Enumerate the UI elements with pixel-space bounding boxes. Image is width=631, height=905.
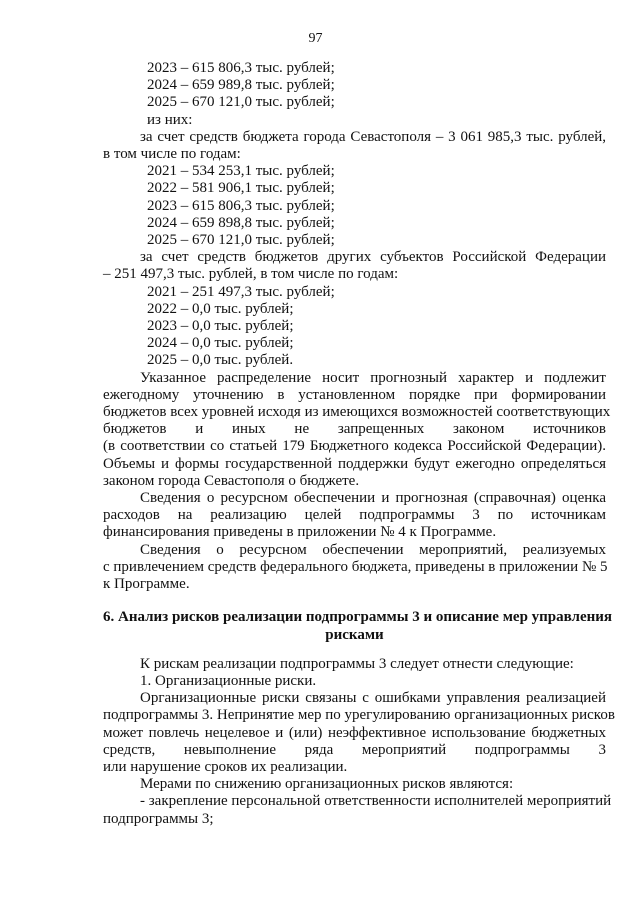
federal-paragraph-line: с привлечением средств федерального бюджета, приведены в приложении № 5	[103, 558, 608, 575]
section-heading-line: рисками	[325, 626, 384, 643]
measures-intro: Мерами по снижению организационных рисков являются:	[140, 776, 514, 793]
forecast-paragraph-line: законом города Севастополя о бюджете.	[103, 472, 360, 489]
federal-paragraph-line: к Программе.	[103, 576, 190, 593]
budget-year-line: 2024 – 659 989,8 тыс. рублей;	[147, 77, 335, 94]
measure-item-line: - закрепление персональной ответственности исполнителей мероприятий	[140, 793, 612, 810]
city-budget-year: 2021 – 534 253,1 тыс. рублей;	[147, 163, 335, 180]
forecast-paragraph-line: Объемы и формы государственной поддержки будут ежегодно определяться	[103, 455, 606, 472]
document-body	[103, 60, 615, 828]
org-risks-paragraph-line: может повлечь нецелевое и (или) неэффективное использование бюджетных	[103, 724, 606, 741]
budget-year-line: 2025 – 670 121,0 тыс. рублей;	[147, 94, 335, 111]
forecast-paragraph-line: ежегодному уточнению в установленном порядке при формировании	[103, 386, 606, 403]
other-subjects-year: 2024 – 0,0 тыс. рублей;	[147, 335, 294, 352]
org-risks-paragraph-line: или нарушение сроков их реализации.	[103, 758, 348, 775]
city-budget-line: за счет средств бюджета города Севастополя – 3 061 985,3 тыс. рублей,	[140, 128, 606, 145]
city-budget-year: 2023 – 615 806,3 тыс. рублей;	[147, 197, 335, 214]
section-heading-line: 6. Анализ рисков реализации подпрограммы 3 и описание мер управления	[103, 609, 613, 626]
city-budget-year: 2022 – 581 906,1 тыс. рублей;	[147, 180, 335, 197]
resource-paragraph-line: расходов на реализацию целей подпрограммы 3 по источникам	[103, 507, 606, 524]
of-them-label: из них:	[147, 111, 193, 128]
forecast-paragraph-line: (в соответствии со статьей 179 Бюджетного кодекса Российской Федерации).	[103, 438, 606, 455]
forecast-paragraph-line: Указанное распределение носит прогнозный характер и подлежит	[140, 369, 606, 386]
other-subjects-year: 2022 – 0,0 тыс. рублей;	[147, 300, 294, 317]
resource-paragraph-line: финансирования приведены в приложении № 4 к Программе.	[103, 524, 497, 541]
city-budget-year: 2025 – 670 121,0 тыс. рублей;	[147, 232, 335, 249]
org-risks-paragraph-line: средств, невыполнение ряда мероприятий подпрограммы 3	[103, 741, 606, 758]
other-subjects-year: 2023 – 0,0 тыс. рублей;	[147, 318, 294, 335]
org-risks-paragraph-line: Организационные риски связаны с ошибками управления реализацией	[140, 690, 606, 707]
other-subjects-year: 2025 – 0,0 тыс. рублей.	[147, 352, 294, 369]
section-heading	[103, 609, 613, 643]
other-subjects-line: – 251 497,3 тыс. рублей, в том числе по годам:	[103, 266, 399, 283]
risks-intro: К рискам реализации подпрограммы 3 следует отнести следующие:	[140, 655, 574, 672]
resource-paragraph-line: Сведения о ресурсном обеспечении и прогнозная (справочная) оценка	[140, 490, 606, 507]
measure-item-line: подпрограммы 3;	[103, 810, 214, 827]
forecast-paragraph-line: бюджетов всех уровней исходя из имеющихся возможностей соответствующих	[103, 404, 611, 421]
forecast-paragraph-line: бюджетов и иных не запрещенных законом источников	[103, 421, 606, 438]
city-budget-line: в том числе по годам:	[103, 146, 241, 163]
org-risks-paragraph-line: подпрограммы 3. Непринятие мер по урегулированию организационных рисков	[103, 707, 615, 724]
federal-paragraph-line: Сведения о ресурсном обеспечении мероприятий, реализуемых	[140, 541, 606, 558]
page-number: 97	[308, 31, 323, 46]
other-subjects-year: 2021 – 251 497,3 тыс. рублей;	[147, 283, 335, 300]
risk-1-title: 1. Организационные риски.	[140, 672, 317, 689]
city-budget-year: 2024 – 659 898,8 тыс. рублей;	[147, 214, 335, 231]
budget-year-line: 2023 – 615 806,3 тыс. рублей;	[147, 60, 335, 76]
other-subjects-line: за счет средств бюджетов других субъектов Российской Федерации	[140, 249, 606, 266]
